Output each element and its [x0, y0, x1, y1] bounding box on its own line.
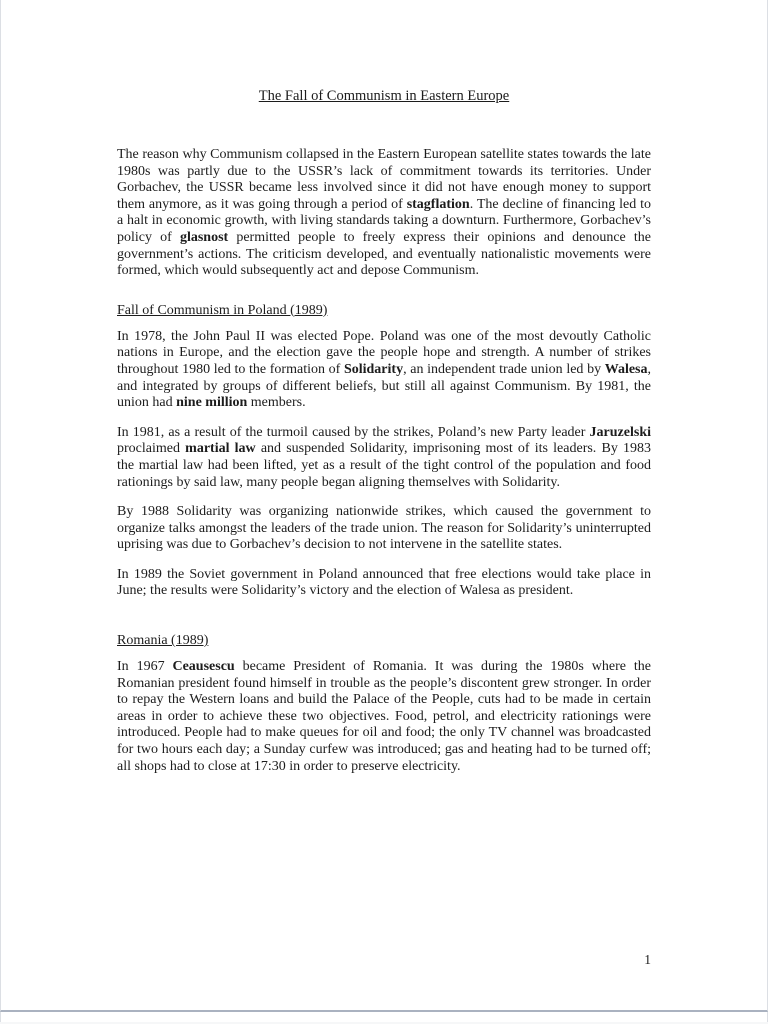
poland-paragraph-2: In 1981, as a result of the turmoil caused by the strikes, Poland’s new Party leader Jaruzelski proclaimed martial law and suspended Solidarity, imprisoning most of its leaders. By 1983 the martial law had been lifted, yet as a result of the tight control of the population and food rationings by said law, many people began aligning themselves with Solidarity.: [117, 424, 651, 490]
romania-section-heading: Romania (1989): [117, 633, 209, 649]
poland-paragraph-1: In 1978, the John Paul II was elected Pope. Poland was one of the most devoutly Catholic nations in Europe, and the election gave the people hope and strength. A number of strikes throughout 1980 led to the formation of Solidarity, an independent trade union led by Walesa, and integrated by groups of different beliefs, but still all against Communism. By 1981, the union had nine million members.: [117, 328, 651, 411]
page-number: 1: [644, 952, 651, 967]
poland-paragraph-3: By 1988 Solidarity was organizing nationwide strikes, which caused the government to organize talks amongst the leaders of the trade union. The reason for Solidarity’s uninterrupted uprising was due to Gorbachev’s decision to not intervene in the satellite states.: [117, 504, 651, 553]
poland-paragraph-4: In 1989 the Soviet government in Poland announced that free elections would take place in June; the results were Solidarity’s victory and the election of Walesa as president.: [117, 566, 651, 599]
poland-section-heading: Fall of Communism in Poland (1989): [117, 302, 328, 318]
document-title: The Fall of Communism in Eastern Europe: [258, 88, 510, 104]
intro-paragraph: The reason why Communism collapsed in the Eastern European satellite states towards the late 1980s was partly due to the USSR’s lack of commitment towards its territories. Under Gorbachev, the USSR became less involved since it did not have enough money to support them anymore, as it was going through a period of stagflation. The decline of financing led to a halt in economic growth, with living standards taking a downturn. Furthermore, Gorbachev’s policy of glasnost permitted people to freely express their opinions and denounce the government’s actions. The criticism developed, and eventually nationalistic movements were formed, which would subsequently act and depose Communism.: [117, 147, 651, 279]
next-page-top-edge: [0, 1012, 768, 1022]
romania-paragraph-1: In 1967 Ceausescu became President of Romania. It was during the 1980s where the Romanian president found himself in trouble as the people’s discontent grew stronger. In order to repay the Western loans and build the Palace of the People, cuts had to be made in certain areas in order to achieve these two objectives. Food, petrol, and electricity rationings were introduced. People had to make queues for oil and food; the only TV channel was broadcasted for two hours each day; a Sunday curfew was introduced; gas and heating had to be turned off; all shops had to close at 17:30 in order to preserve electricity.: [117, 659, 651, 774]
